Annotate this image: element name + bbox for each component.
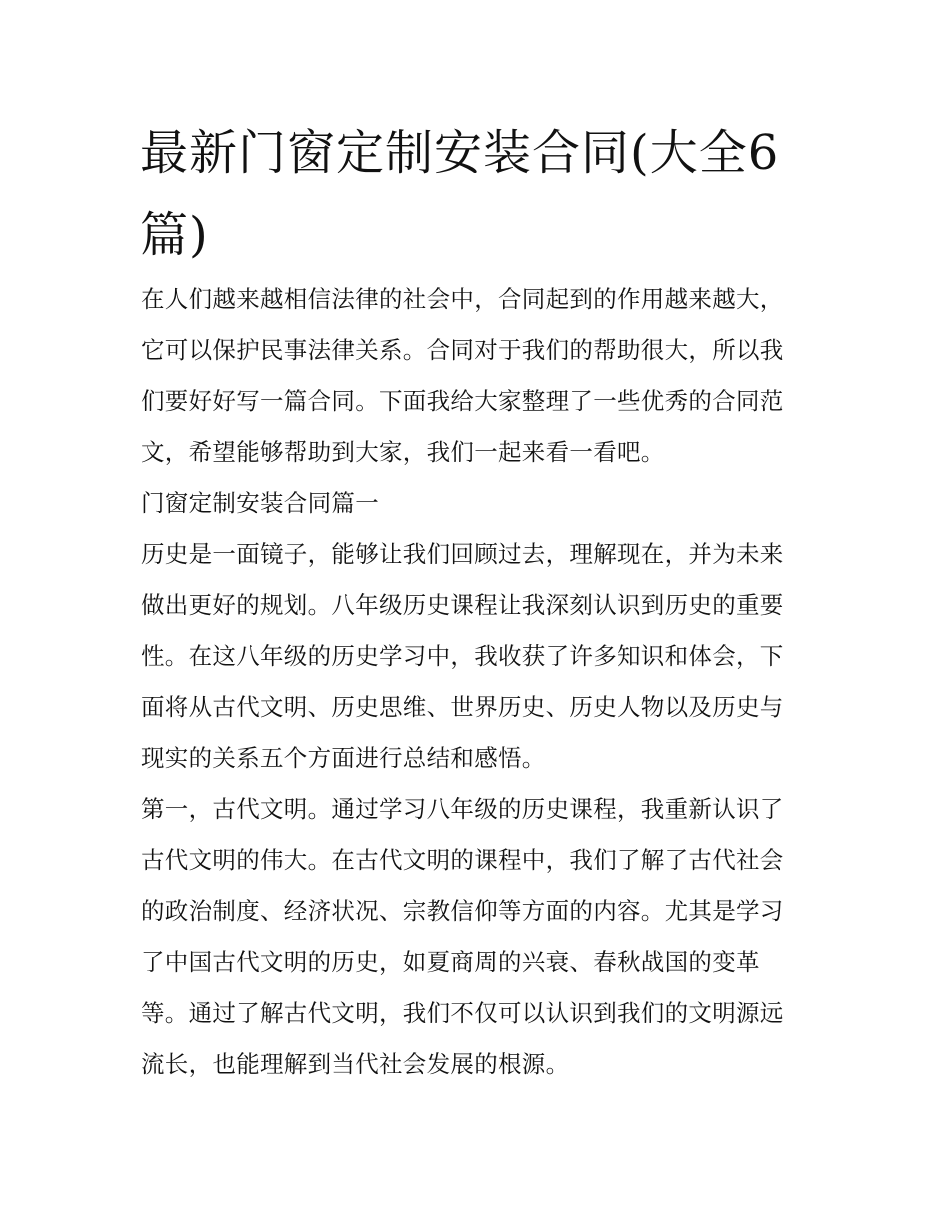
paragraph-line: 面将从古代文明、历史思维、世界历史、历史人物以及历史与: [141, 693, 784, 721]
paragraph-line: 了中国古代文明的历史，如夏商周的兴衰、春秋战国的变革: [141, 948, 760, 976]
document-title: 最新门窗定制安装合同(大全6篇): [140, 125, 780, 263]
intro-line: 在人们越来越相信法律的社会中，合同起到的作用越来越大，: [141, 285, 784, 313]
intro-line: 它可以保护民事法律关系。合同对于我们的帮助很大，所以我: [141, 336, 784, 364]
paragraph-line: 历史是一面镜子，能够让我们回顾过去，理解现在，并为未来: [141, 540, 784, 568]
section-heading: 门窗定制安装合同篇一: [141, 489, 379, 517]
intro-line: 们要好好写一篇合同。下面我给大家整理了一些优秀的合同范: [141, 387, 784, 415]
paragraph-line: 现实的关系五个方面进行总结和感悟。: [141, 744, 546, 772]
paragraph-line: 等。通过了解古代文明，我们不仅可以认识到我们的文明源远: [141, 999, 784, 1027]
paragraph-line: 古代文明的伟大。在古代文明的课程中，我们了解了古代社会: [141, 846, 784, 874]
paragraph-line: 的政治制度、经济状况、宗教信仰等方面的内容。尤其是学习: [141, 897, 784, 925]
paragraph-line: 流长，也能理解到当代社会发展的根源。: [141, 1050, 570, 1078]
paragraph-line: 做出更好的规划。八年级历史课程让我深刻认识到历史的重要: [141, 591, 784, 619]
paragraph-line: 性。在这八年级的历史学习中，我收获了许多知识和体会，下: [141, 642, 784, 670]
paragraph-line: 第一，古代文明。通过学习八年级的历史课程，我重新认识了: [141, 795, 784, 823]
intro-line: 文，希望能够帮助到大家，我们一起来看一看吧。: [141, 438, 665, 466]
